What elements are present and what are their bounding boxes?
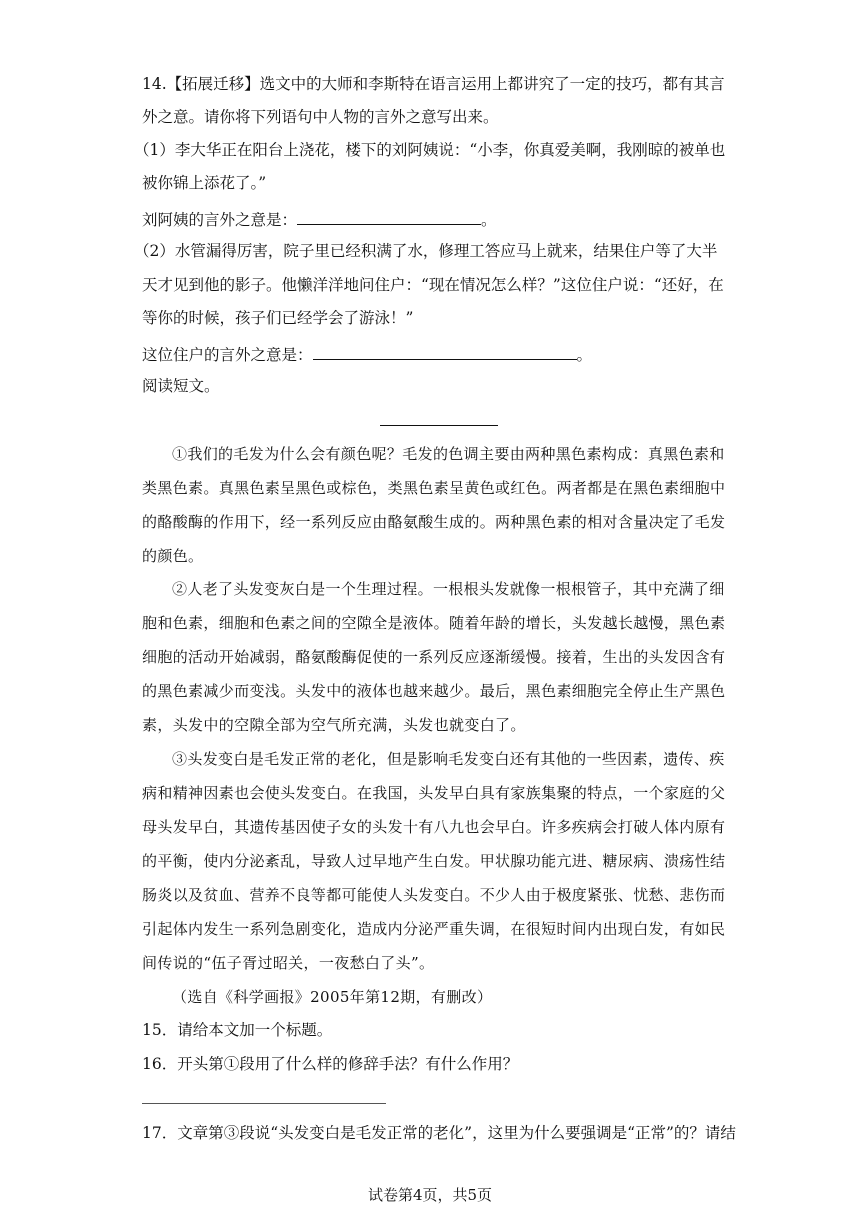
para3-line: 的平衡，使内分泌紊乱，导致人过早地产生白发。甲状腺功能亢进、糖尿病、溃疡性结 (142, 852, 726, 870)
q14-part2-line3: 等你的时候，孩子们已经学会了游泳！” (142, 309, 414, 327)
q14-part1-answer (142, 208, 497, 230)
para2-line: 素，头发中的空隙全部为空气所充满，头发也就变白了。 (142, 716, 526, 734)
para1-line: ①我们的毛发为什么会有颜色呢？毛发的色调主要由两种黑色素构成：真黑色素和 (172, 445, 725, 463)
read-prompt: 阅读短文。 (142, 377, 220, 395)
q14-stem-line1: 14.【拓展迁移】选文中的大师和李斯特在语言运用上都讲究了一定的技巧，都有其言 (142, 75, 725, 93)
q14-part2-line2: 天才见到他的影子。他懒洋洋地问住户：“现在情况怎么样？”这位住户说：“还好，在 (142, 276, 724, 294)
para3-line: 病和精神因素也会使头发变白。在我国，头发早白具有家族集聚的特点，一个家庭的父 (142, 784, 726, 802)
para2-line: 胞和色素，细胞和色素之间的空隙全是液体。随着年龄的增长，头发越长越慢，黑色素 (142, 614, 726, 632)
q15: 15．请给本文加一个标题。 (142, 1021, 333, 1039)
article-title-rule (380, 425, 498, 426)
para3-line: 母头发早白，其遗传基因使子女的头发十有八九也会早白。许多疾病会打破人体内原有 (142, 818, 726, 836)
q14-part2-answer-end: 。 (576, 346, 593, 364)
q14-part2-line1: （2）水管漏得厉害，院子里已经积满了水，修理工答应马上就来，结果住户等了大半 (134, 242, 718, 260)
q14-part1-line1: （1）李大华正在阳台上浇花，楼下的刘阿姨说：“小李，你真爱美啊，我刚晾的被单也 (134, 141, 726, 159)
para3-line: 肠炎以及贫血、营养不良等都可能使人头发变白。不少人由于极度紧张、忧愁、悲伤而 (142, 886, 726, 904)
q17: 17．文章第③段说“头发变白是毛发正常的老化”，这里为什么要强调是“正常”的？请结 (142, 1124, 736, 1142)
para1-line: 的颜色。 (142, 547, 204, 565)
q14-part2-answer (142, 343, 592, 365)
para2-line: ②人老了头发变灰白是一个生理过程。一根根头发就像一根根管子，其中充满了细 (172, 580, 725, 598)
para2-line: 的黑色素减少而变浅。头发中的液体也越来越少。最后，黑色素细胞完全停止生产黑色 (142, 682, 726, 700)
q14-stem-line2: 外之意。请你将下列语句中人物的言外之意写出来。 (142, 108, 499, 126)
q14-part1-answer-label: 刘阿姨的言外之意是： (142, 211, 298, 229)
para1-line: 类黑色素。真黑色素呈黑色或棕色，类黑色素呈黄色或红色。两者都是在黑色素细胞中 (142, 479, 726, 497)
q14-part2-answer-label: 这位住户的言外之意是： (142, 346, 313, 364)
para3-line: ③头发变白是毛发正常的老化，但是影响毛发变白还有其他的一些因素，遗传、疾 (172, 750, 725, 768)
para2-line: 细胞的活动开始减弱，酪氨酸酶促使的一系列反应逐渐缓慢。接着，生出的头发因含有 (142, 648, 726, 666)
q16-answer-line[interactable] (142, 1103, 386, 1104)
para3-line: 间传说的“伍子胥过昭关，一夜愁白了头”。 (142, 954, 435, 972)
q14-part2-answer-blank[interactable] (313, 343, 577, 360)
q14-part1-answer-blank[interactable] (297, 208, 481, 225)
q14-part1-line2: 被你锦上添花了。” (142, 174, 267, 192)
page-footer: 试卷第4页，共5页 (367, 1186, 493, 1204)
q16: 16．开头第①段用了什么样的修辞手法？有什么作用？ (142, 1055, 519, 1073)
article-source: （选自《科学画报》2005年第12期，有删改） (172, 988, 493, 1006)
para3-line: 引起体内发生一系列急剧变化，造成内分泌严重失调，在很短时间内出现白发，有如民 (142, 920, 726, 938)
para1-line: 的酪酸酶的作用下，经一系列反应由酪氨酸生成的。两种黑色素的相对含量决定了毛发 (142, 513, 726, 531)
q14-part1-answer-end: 。 (481, 211, 497, 229)
